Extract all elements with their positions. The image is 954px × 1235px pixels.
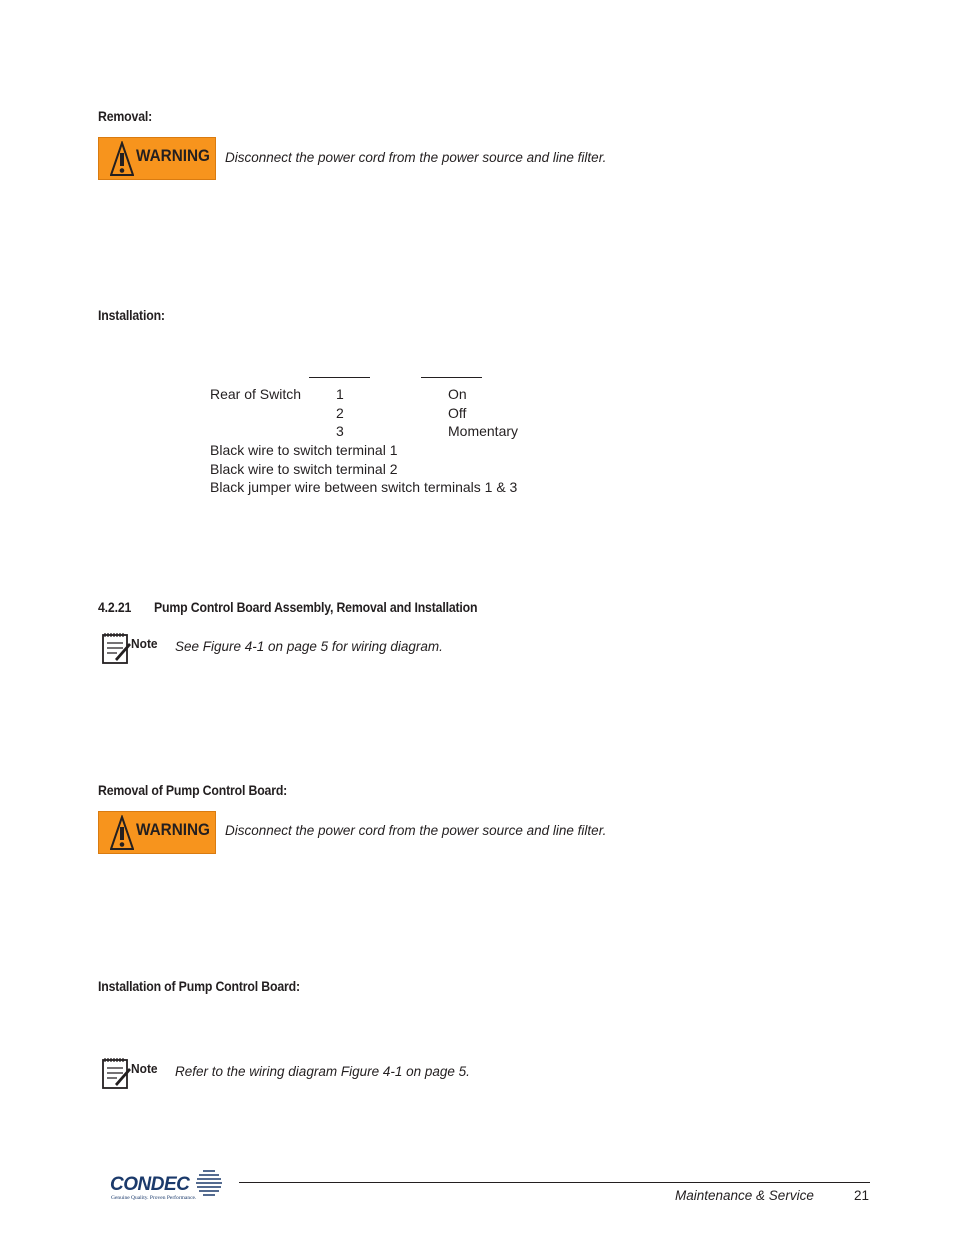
warning-triangle-icon	[110, 815, 134, 851]
warning-label: WARNING	[136, 146, 210, 165]
note-badge	[101, 1056, 171, 1090]
note-badge	[101, 631, 171, 665]
terminal-number: 2	[336, 405, 344, 421]
logo-wordmark: CONDEC	[110, 1174, 190, 1195]
wire-instruction: Black jumper wire between switch terminals 1 & 3	[210, 479, 518, 495]
column-header-rule-state	[421, 377, 482, 378]
warning-text: Disconnect the power cord from the power source and line filter.	[225, 823, 607, 838]
wire-instruction: Black wire to switch terminal 2	[210, 461, 398, 477]
notepad-pencil-icon	[101, 631, 131, 665]
removal-board-heading: Removal of Pump Control Board:	[98, 782, 288, 798]
warning-label: WARNING	[136, 820, 210, 839]
warning-triangle-icon	[110, 141, 134, 177]
notepad-pencil-icon	[101, 1056, 131, 1090]
switch-state: Off	[448, 405, 467, 421]
warning-text: Disconnect the power cord from the power source and line filter.	[225, 150, 607, 165]
globe-stripes-icon	[194, 1168, 224, 1200]
condec-logo	[110, 1168, 225, 1204]
switch-state: Momentary	[448, 423, 519, 439]
note-text: Refer to the wiring diagram Figure 4-1 on page 5.	[175, 1064, 470, 1079]
terminal-number: 1	[336, 386, 344, 402]
wire-instruction: Black wire to switch terminal 1	[210, 442, 398, 458]
footer-rule	[239, 1182, 870, 1183]
installation-heading: Installation:	[98, 307, 165, 323]
removal-heading: Removal:	[98, 108, 153, 124]
switch-state: On	[448, 386, 467, 402]
logo-tagline: Genuine Quality. Proven Performance.	[111, 1195, 197, 1201]
note-text: See Figure 4-1 on page 5 for wiring diagram.	[175, 639, 443, 654]
column-header-rule-terminal	[309, 377, 370, 378]
terminal-number: 3	[336, 423, 344, 439]
footer-section-name: Maintenance & Service	[675, 1188, 814, 1203]
section-title: Pump Control Board Assembly, Removal and Installation	[154, 599, 478, 615]
warning-badge	[98, 811, 216, 854]
page-number: 21	[854, 1188, 870, 1203]
installation-board-heading: Installation of Pump Control Board:	[98, 978, 300, 994]
warning-badge	[98, 137, 216, 180]
note-label: Note	[131, 636, 158, 651]
rear-of-switch-label: Rear of Switch	[210, 386, 302, 402]
section-number: 4.2.21	[98, 599, 132, 615]
note-label: Note	[131, 1061, 158, 1076]
